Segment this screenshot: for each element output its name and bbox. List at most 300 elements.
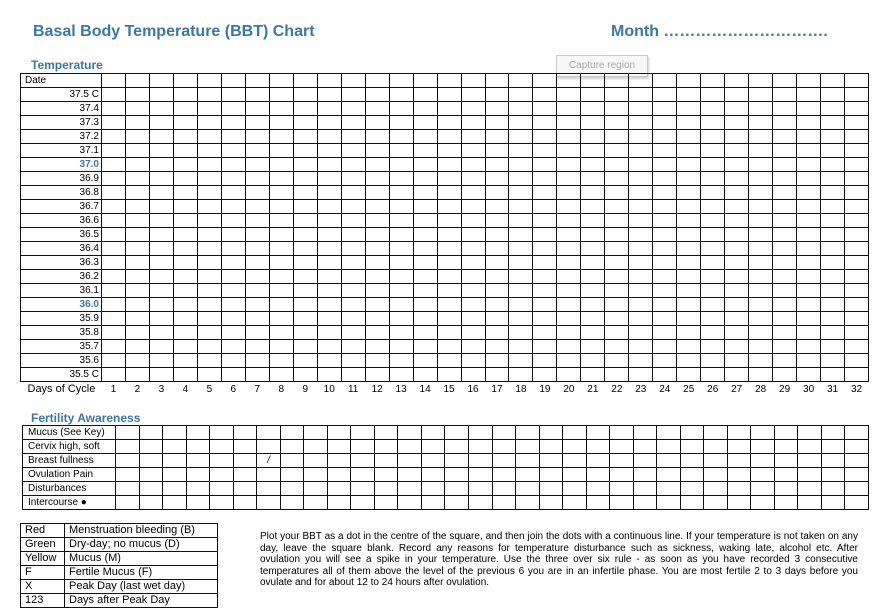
temperature-cell[interactable] — [629, 256, 653, 270]
fertility-cell[interactable] — [468, 468, 492, 482]
fertility-cell[interactable] — [257, 468, 281, 482]
temperature-cell[interactable] — [677, 158, 701, 172]
temperature-cell[interactable] — [701, 298, 725, 312]
temperature-cell[interactable] — [845, 242, 869, 256]
temperature-cell[interactable] — [821, 228, 845, 242]
temperature-cell[interactable] — [341, 368, 365, 382]
temperature-cell[interactable] — [269, 298, 293, 312]
fertility-cell[interactable] — [139, 454, 163, 468]
fertility-cell[interactable] — [280, 496, 304, 510]
temperature-cell[interactable] — [437, 340, 461, 354]
fertility-cell[interactable] — [774, 468, 798, 482]
temperature-cell[interactable] — [221, 228, 245, 242]
temperature-cell[interactable] — [341, 312, 365, 326]
temperature-cell[interactable] — [102, 186, 126, 200]
temperature-cell[interactable] — [845, 228, 869, 242]
temperature-cell[interactable] — [533, 242, 557, 256]
temperature-cell[interactable] — [173, 102, 197, 116]
temperature-cell[interactable] — [413, 200, 437, 214]
temperature-cell[interactable] — [102, 172, 126, 186]
temperature-cell[interactable] — [341, 200, 365, 214]
temperature-cell[interactable] — [461, 200, 485, 214]
temperature-cell[interactable] — [102, 298, 126, 312]
temperature-cell[interactable] — [797, 158, 821, 172]
fertility-cell[interactable] — [445, 454, 469, 468]
temperature-cell[interactable] — [461, 130, 485, 144]
temperature-cell[interactable] — [341, 354, 365, 368]
temperature-cell[interactable] — [125, 144, 149, 158]
fertility-cell[interactable] — [586, 440, 610, 454]
temperature-cell[interactable] — [533, 270, 557, 284]
fertility-cell[interactable] — [774, 440, 798, 454]
temperature-cell[interactable] — [653, 284, 677, 298]
temperature-cell[interactable] — [102, 354, 126, 368]
temperature-cell[interactable] — [389, 172, 413, 186]
temperature-cell[interactable] — [677, 172, 701, 186]
temperature-cell[interactable] — [725, 354, 749, 368]
fertility-cell[interactable] — [845, 482, 869, 496]
temperature-cell[interactable] — [293, 116, 317, 130]
date-cell[interactable] — [341, 74, 365, 88]
temperature-cell[interactable] — [461, 144, 485, 158]
temperature-cell[interactable] — [509, 326, 533, 340]
temperature-cell[interactable] — [413, 116, 437, 130]
fertility-cell[interactable] — [163, 440, 187, 454]
temperature-cell[interactable] — [197, 228, 221, 242]
temperature-cell[interactable] — [149, 354, 173, 368]
temperature-cell[interactable] — [581, 256, 605, 270]
temperature-cell[interactable] — [437, 144, 461, 158]
temperature-cell[interactable] — [605, 116, 629, 130]
temperature-cell[interactable] — [269, 270, 293, 284]
temperature-cell[interactable] — [749, 172, 773, 186]
temperature-cell[interactable] — [437, 312, 461, 326]
temperature-cell[interactable] — [245, 116, 269, 130]
temperature-cell[interactable] — [749, 326, 773, 340]
temperature-cell[interactable] — [605, 256, 629, 270]
fertility-cell[interactable] — [821, 482, 845, 496]
temperature-cell[interactable] — [221, 326, 245, 340]
temperature-cell[interactable] — [509, 130, 533, 144]
temperature-cell[interactable] — [485, 102, 509, 116]
temperature-cell[interactable] — [221, 242, 245, 256]
temperature-cell[interactable] — [221, 256, 245, 270]
fertility-cell[interactable] — [633, 496, 657, 510]
temperature-cell[interactable] — [725, 312, 749, 326]
fertility-cell[interactable] — [680, 482, 704, 496]
fertility-cell[interactable] — [327, 496, 351, 510]
temperature-cell[interactable] — [413, 172, 437, 186]
temperature-cell[interactable] — [653, 214, 677, 228]
temperature-cell[interactable] — [557, 200, 581, 214]
temperature-cell[interactable] — [485, 326, 509, 340]
date-cell[interactable] — [485, 74, 509, 88]
temperature-cell[interactable] — [773, 186, 797, 200]
temperature-cell[interactable] — [413, 354, 437, 368]
fertility-cell[interactable] — [468, 496, 492, 510]
temperature-cell[interactable] — [725, 284, 749, 298]
temperature-cell[interactable] — [102, 326, 126, 340]
fertility-cell[interactable] — [798, 496, 822, 510]
temperature-cell[interactable] — [605, 228, 629, 242]
temperature-cell[interactable] — [701, 228, 725, 242]
temperature-cell[interactable] — [797, 298, 821, 312]
temperature-cell[interactable] — [221, 340, 245, 354]
temperature-cell[interactable] — [557, 130, 581, 144]
temperature-cell[interactable] — [701, 88, 725, 102]
temperature-cell[interactable] — [557, 102, 581, 116]
fertility-cell[interactable] — [351, 426, 375, 440]
temperature-cell[interactable] — [293, 102, 317, 116]
fertility-cell[interactable] — [680, 426, 704, 440]
temperature-cell[interactable] — [773, 172, 797, 186]
fertility-cell[interactable] — [186, 496, 210, 510]
temperature-cell[interactable] — [221, 270, 245, 284]
fertility-cell[interactable]: / — [257, 454, 281, 468]
fertility-cell[interactable] — [680, 496, 704, 510]
temperature-cell[interactable] — [653, 270, 677, 284]
temperature-cell[interactable] — [269, 200, 293, 214]
temperature-cell[interactable] — [269, 326, 293, 340]
temperature-cell[interactable] — [629, 354, 653, 368]
temperature-cell[interactable] — [557, 354, 581, 368]
temperature-cell[interactable] — [341, 102, 365, 116]
temperature-cell[interactable] — [533, 130, 557, 144]
temperature-cell[interactable] — [605, 144, 629, 158]
temperature-cell[interactable] — [725, 172, 749, 186]
temperature-cell[interactable] — [197, 88, 221, 102]
temperature-cell[interactable] — [797, 130, 821, 144]
date-cell[interactable] — [149, 74, 173, 88]
temperature-cell[interactable] — [557, 298, 581, 312]
temperature-cell[interactable] — [629, 130, 653, 144]
temperature-cell[interactable] — [437, 256, 461, 270]
temperature-cell[interactable] — [581, 228, 605, 242]
temperature-cell[interactable] — [773, 88, 797, 102]
temperature-cell[interactable] — [821, 186, 845, 200]
temperature-cell[interactable] — [341, 172, 365, 186]
temperature-cell[interactable] — [605, 172, 629, 186]
date-cell[interactable] — [221, 74, 245, 88]
fertility-cell[interactable] — [774, 454, 798, 468]
fertility-cell[interactable] — [421, 496, 445, 510]
temperature-cell[interactable] — [317, 242, 341, 256]
temperature-cell[interactable] — [102, 284, 126, 298]
temperature-cell[interactable] — [221, 200, 245, 214]
temperature-cell[interactable] — [797, 88, 821, 102]
temperature-cell[interactable] — [701, 368, 725, 382]
fertility-cell[interactable] — [633, 482, 657, 496]
temperature-cell[interactable] — [461, 228, 485, 242]
fertility-cell[interactable] — [280, 454, 304, 468]
temperature-cell[interactable] — [437, 200, 461, 214]
fertility-cell[interactable] — [327, 440, 351, 454]
date-cell[interactable] — [629, 74, 653, 88]
temperature-cell[interactable] — [629, 298, 653, 312]
temperature-cell[interactable] — [797, 326, 821, 340]
temperature-cell[interactable] — [773, 340, 797, 354]
date-cell[interactable] — [749, 74, 773, 88]
fertility-cell[interactable] — [516, 468, 540, 482]
temperature-cell[interactable] — [701, 326, 725, 340]
temperature-cell[interactable] — [509, 340, 533, 354]
fertility-cell[interactable] — [845, 440, 869, 454]
temperature-cell[interactable] — [677, 186, 701, 200]
temperature-cell[interactable] — [509, 186, 533, 200]
temperature-cell[interactable] — [293, 130, 317, 144]
temperature-cell[interactable] — [461, 256, 485, 270]
fertility-cell[interactable] — [257, 426, 281, 440]
temperature-cell[interactable] — [173, 130, 197, 144]
fertility-cell[interactable] — [468, 454, 492, 468]
temperature-cell[interactable] — [365, 158, 389, 172]
temperature-cell[interactable] — [293, 144, 317, 158]
temperature-cell[interactable] — [293, 256, 317, 270]
temperature-cell[interactable] — [413, 298, 437, 312]
temperature-cell[interactable] — [269, 102, 293, 116]
temperature-cell[interactable] — [677, 256, 701, 270]
temperature-cell[interactable] — [317, 256, 341, 270]
temperature-cell[interactable] — [557, 270, 581, 284]
temperature-cell[interactable] — [197, 298, 221, 312]
temperature-cell[interactable] — [461, 326, 485, 340]
temperature-cell[interactable] — [389, 158, 413, 172]
temperature-cell[interactable] — [197, 340, 221, 354]
temperature-cell[interactable] — [845, 172, 869, 186]
temperature-cell[interactable] — [653, 354, 677, 368]
temperature-cell[interactable] — [221, 368, 245, 382]
temperature-cell[interactable] — [221, 130, 245, 144]
temperature-cell[interactable] — [293, 298, 317, 312]
temperature-cell[interactable] — [173, 214, 197, 228]
temperature-cell[interactable] — [341, 116, 365, 130]
temperature-cell[interactable] — [485, 368, 509, 382]
temperature-cell[interactable] — [605, 368, 629, 382]
temperature-cell[interactable] — [197, 200, 221, 214]
fertility-cell[interactable] — [116, 468, 140, 482]
temperature-cell[interactable] — [341, 158, 365, 172]
temperature-cell[interactable] — [509, 368, 533, 382]
temperature-cell[interactable] — [389, 354, 413, 368]
temperature-cell[interactable] — [581, 158, 605, 172]
fertility-cell[interactable] — [633, 468, 657, 482]
fertility-cell[interactable] — [257, 482, 281, 496]
temperature-cell[interactable] — [533, 116, 557, 130]
temperature-cell[interactable] — [725, 200, 749, 214]
temperature-cell[interactable] — [581, 186, 605, 200]
temperature-cell[interactable] — [365, 340, 389, 354]
temperature-cell[interactable] — [581, 284, 605, 298]
temperature-cell[interactable] — [197, 312, 221, 326]
temperature-cell[interactable] — [125, 354, 149, 368]
temperature-cell[interactable] — [365, 172, 389, 186]
temperature-cell[interactable] — [773, 256, 797, 270]
temperature-cell[interactable] — [389, 102, 413, 116]
temperature-cell[interactable] — [269, 130, 293, 144]
temperature-cell[interactable] — [102, 270, 126, 284]
temperature-cell[interactable] — [437, 242, 461, 256]
temperature-cell[interactable] — [701, 214, 725, 228]
temperature-cell[interactable] — [749, 312, 773, 326]
temperature-cell[interactable] — [461, 284, 485, 298]
temperature-cell[interactable] — [413, 214, 437, 228]
temperature-cell[interactable] — [317, 102, 341, 116]
temperature-cell[interactable] — [677, 242, 701, 256]
temperature-cell[interactable] — [293, 88, 317, 102]
temperature-cell[interactable] — [749, 228, 773, 242]
date-cell[interactable] — [102, 74, 126, 88]
temperature-cell[interactable] — [557, 186, 581, 200]
temperature-cell[interactable] — [461, 102, 485, 116]
temperature-cell[interactable] — [197, 368, 221, 382]
fertility-cell[interactable] — [516, 440, 540, 454]
temperature-cell[interactable] — [293, 214, 317, 228]
temperature-cell[interactable] — [197, 354, 221, 368]
temperature-cell[interactable] — [102, 340, 126, 354]
temperature-cell[interactable] — [629, 172, 653, 186]
temperature-cell[interactable] — [845, 256, 869, 270]
temperature-cell[interactable] — [221, 214, 245, 228]
temperature-cell[interactable] — [341, 228, 365, 242]
temperature-cell[interactable] — [341, 144, 365, 158]
fertility-cell[interactable] — [210, 440, 234, 454]
temperature-cell[interactable] — [461, 88, 485, 102]
temperature-cell[interactable] — [749, 354, 773, 368]
temperature-cell[interactable] — [509, 270, 533, 284]
temperature-cell[interactable] — [413, 88, 437, 102]
temperature-cell[interactable] — [557, 312, 581, 326]
date-cell[interactable] — [677, 74, 701, 88]
temperature-cell[interactable] — [629, 284, 653, 298]
fertility-cell[interactable] — [257, 496, 281, 510]
temperature-cell[interactable] — [845, 102, 869, 116]
temperature-cell[interactable] — [245, 130, 269, 144]
fertility-cell[interactable] — [727, 426, 751, 440]
temperature-cell[interactable] — [605, 284, 629, 298]
temperature-cell[interactable] — [317, 172, 341, 186]
temperature-cell[interactable] — [197, 326, 221, 340]
temperature-cell[interactable] — [773, 242, 797, 256]
date-cell[interactable] — [725, 74, 749, 88]
fertility-cell[interactable] — [727, 482, 751, 496]
fertility-cell[interactable] — [374, 482, 398, 496]
temperature-cell[interactable] — [221, 186, 245, 200]
temperature-cell[interactable] — [581, 130, 605, 144]
temperature-cell[interactable] — [845, 284, 869, 298]
temperature-cell[interactable] — [437, 284, 461, 298]
temperature-cell[interactable] — [653, 340, 677, 354]
temperature-cell[interactable] — [413, 312, 437, 326]
temperature-cell[interactable] — [749, 256, 773, 270]
temperature-cell[interactable] — [581, 172, 605, 186]
temperature-cell[interactable] — [149, 270, 173, 284]
temperature-cell[interactable] — [102, 116, 126, 130]
date-cell[interactable] — [773, 74, 797, 88]
temperature-cell[interactable] — [389, 256, 413, 270]
temperature-cell[interactable] — [581, 102, 605, 116]
temperature-cell[interactable] — [437, 116, 461, 130]
temperature-cell[interactable] — [461, 354, 485, 368]
temperature-cell[interactable] — [437, 214, 461, 228]
temperature-cell[interactable] — [677, 270, 701, 284]
fertility-cell[interactable] — [468, 440, 492, 454]
fertility-cell[interactable] — [186, 482, 210, 496]
temperature-cell[interactable] — [557, 368, 581, 382]
temperature-cell[interactable] — [485, 270, 509, 284]
temperature-cell[interactable] — [653, 326, 677, 340]
temperature-cell[interactable] — [629, 186, 653, 200]
fertility-cell[interactable] — [798, 482, 822, 496]
temperature-cell[interactable] — [845, 354, 869, 368]
temperature-cell[interactable] — [509, 102, 533, 116]
temperature-cell[interactable] — [413, 368, 437, 382]
temperature-cell[interactable] — [725, 116, 749, 130]
fertility-cell[interactable] — [845, 454, 869, 468]
fertility-cell[interactable] — [327, 482, 351, 496]
temperature-cell[interactable] — [125, 200, 149, 214]
temperature-cell[interactable] — [533, 368, 557, 382]
temperature-cell[interactable] — [725, 326, 749, 340]
date-cell[interactable] — [173, 74, 197, 88]
temperature-cell[interactable] — [365, 214, 389, 228]
fertility-cell[interactable] — [633, 426, 657, 440]
fertility-cell[interactable] — [492, 426, 516, 440]
fertility-cell[interactable] — [186, 440, 210, 454]
temperature-cell[interactable] — [245, 144, 269, 158]
temperature-cell[interactable] — [197, 270, 221, 284]
fertility-cell[interactable] — [610, 454, 634, 468]
temperature-cell[interactable] — [125, 298, 149, 312]
temperature-cell[interactable] — [197, 102, 221, 116]
temperature-cell[interactable] — [533, 200, 557, 214]
temperature-cell[interactable] — [749, 284, 773, 298]
temperature-cell[interactable] — [677, 130, 701, 144]
temperature-cell[interactable] — [557, 214, 581, 228]
fertility-cell[interactable] — [233, 496, 257, 510]
temperature-cell[interactable] — [509, 200, 533, 214]
temperature-cell[interactable] — [485, 312, 509, 326]
fertility-cell[interactable] — [304, 454, 328, 468]
temperature-cell[interactable] — [149, 88, 173, 102]
fertility-cell[interactable] — [563, 454, 587, 468]
temperature-cell[interactable] — [125, 88, 149, 102]
temperature-cell[interactable] — [125, 284, 149, 298]
fertility-cell[interactable] — [163, 426, 187, 440]
temperature-cell[interactable] — [389, 284, 413, 298]
temperature-cell[interactable] — [125, 270, 149, 284]
temperature-cell[interactable] — [365, 144, 389, 158]
temperature-cell[interactable] — [749, 368, 773, 382]
fertility-cell[interactable] — [139, 496, 163, 510]
temperature-cell[interactable] — [365, 116, 389, 130]
temperature-cell[interactable] — [773, 214, 797, 228]
temperature-cell[interactable] — [149, 228, 173, 242]
temperature-cell[interactable] — [725, 130, 749, 144]
temperature-cell[interactable] — [245, 326, 269, 340]
temperature-cell[interactable] — [485, 340, 509, 354]
fertility-cell[interactable] — [539, 454, 563, 468]
temperature-cell[interactable] — [245, 158, 269, 172]
temperature-cell[interactable] — [509, 354, 533, 368]
fertility-cell[interactable] — [751, 426, 775, 440]
temperature-cell[interactable] — [269, 340, 293, 354]
fertility-cell[interactable] — [398, 468, 422, 482]
date-cell[interactable] — [389, 74, 413, 88]
temperature-cell[interactable] — [461, 116, 485, 130]
fertility-cell[interactable] — [821, 426, 845, 440]
temperature-cell[interactable] — [581, 270, 605, 284]
temperature-cell[interactable] — [389, 186, 413, 200]
